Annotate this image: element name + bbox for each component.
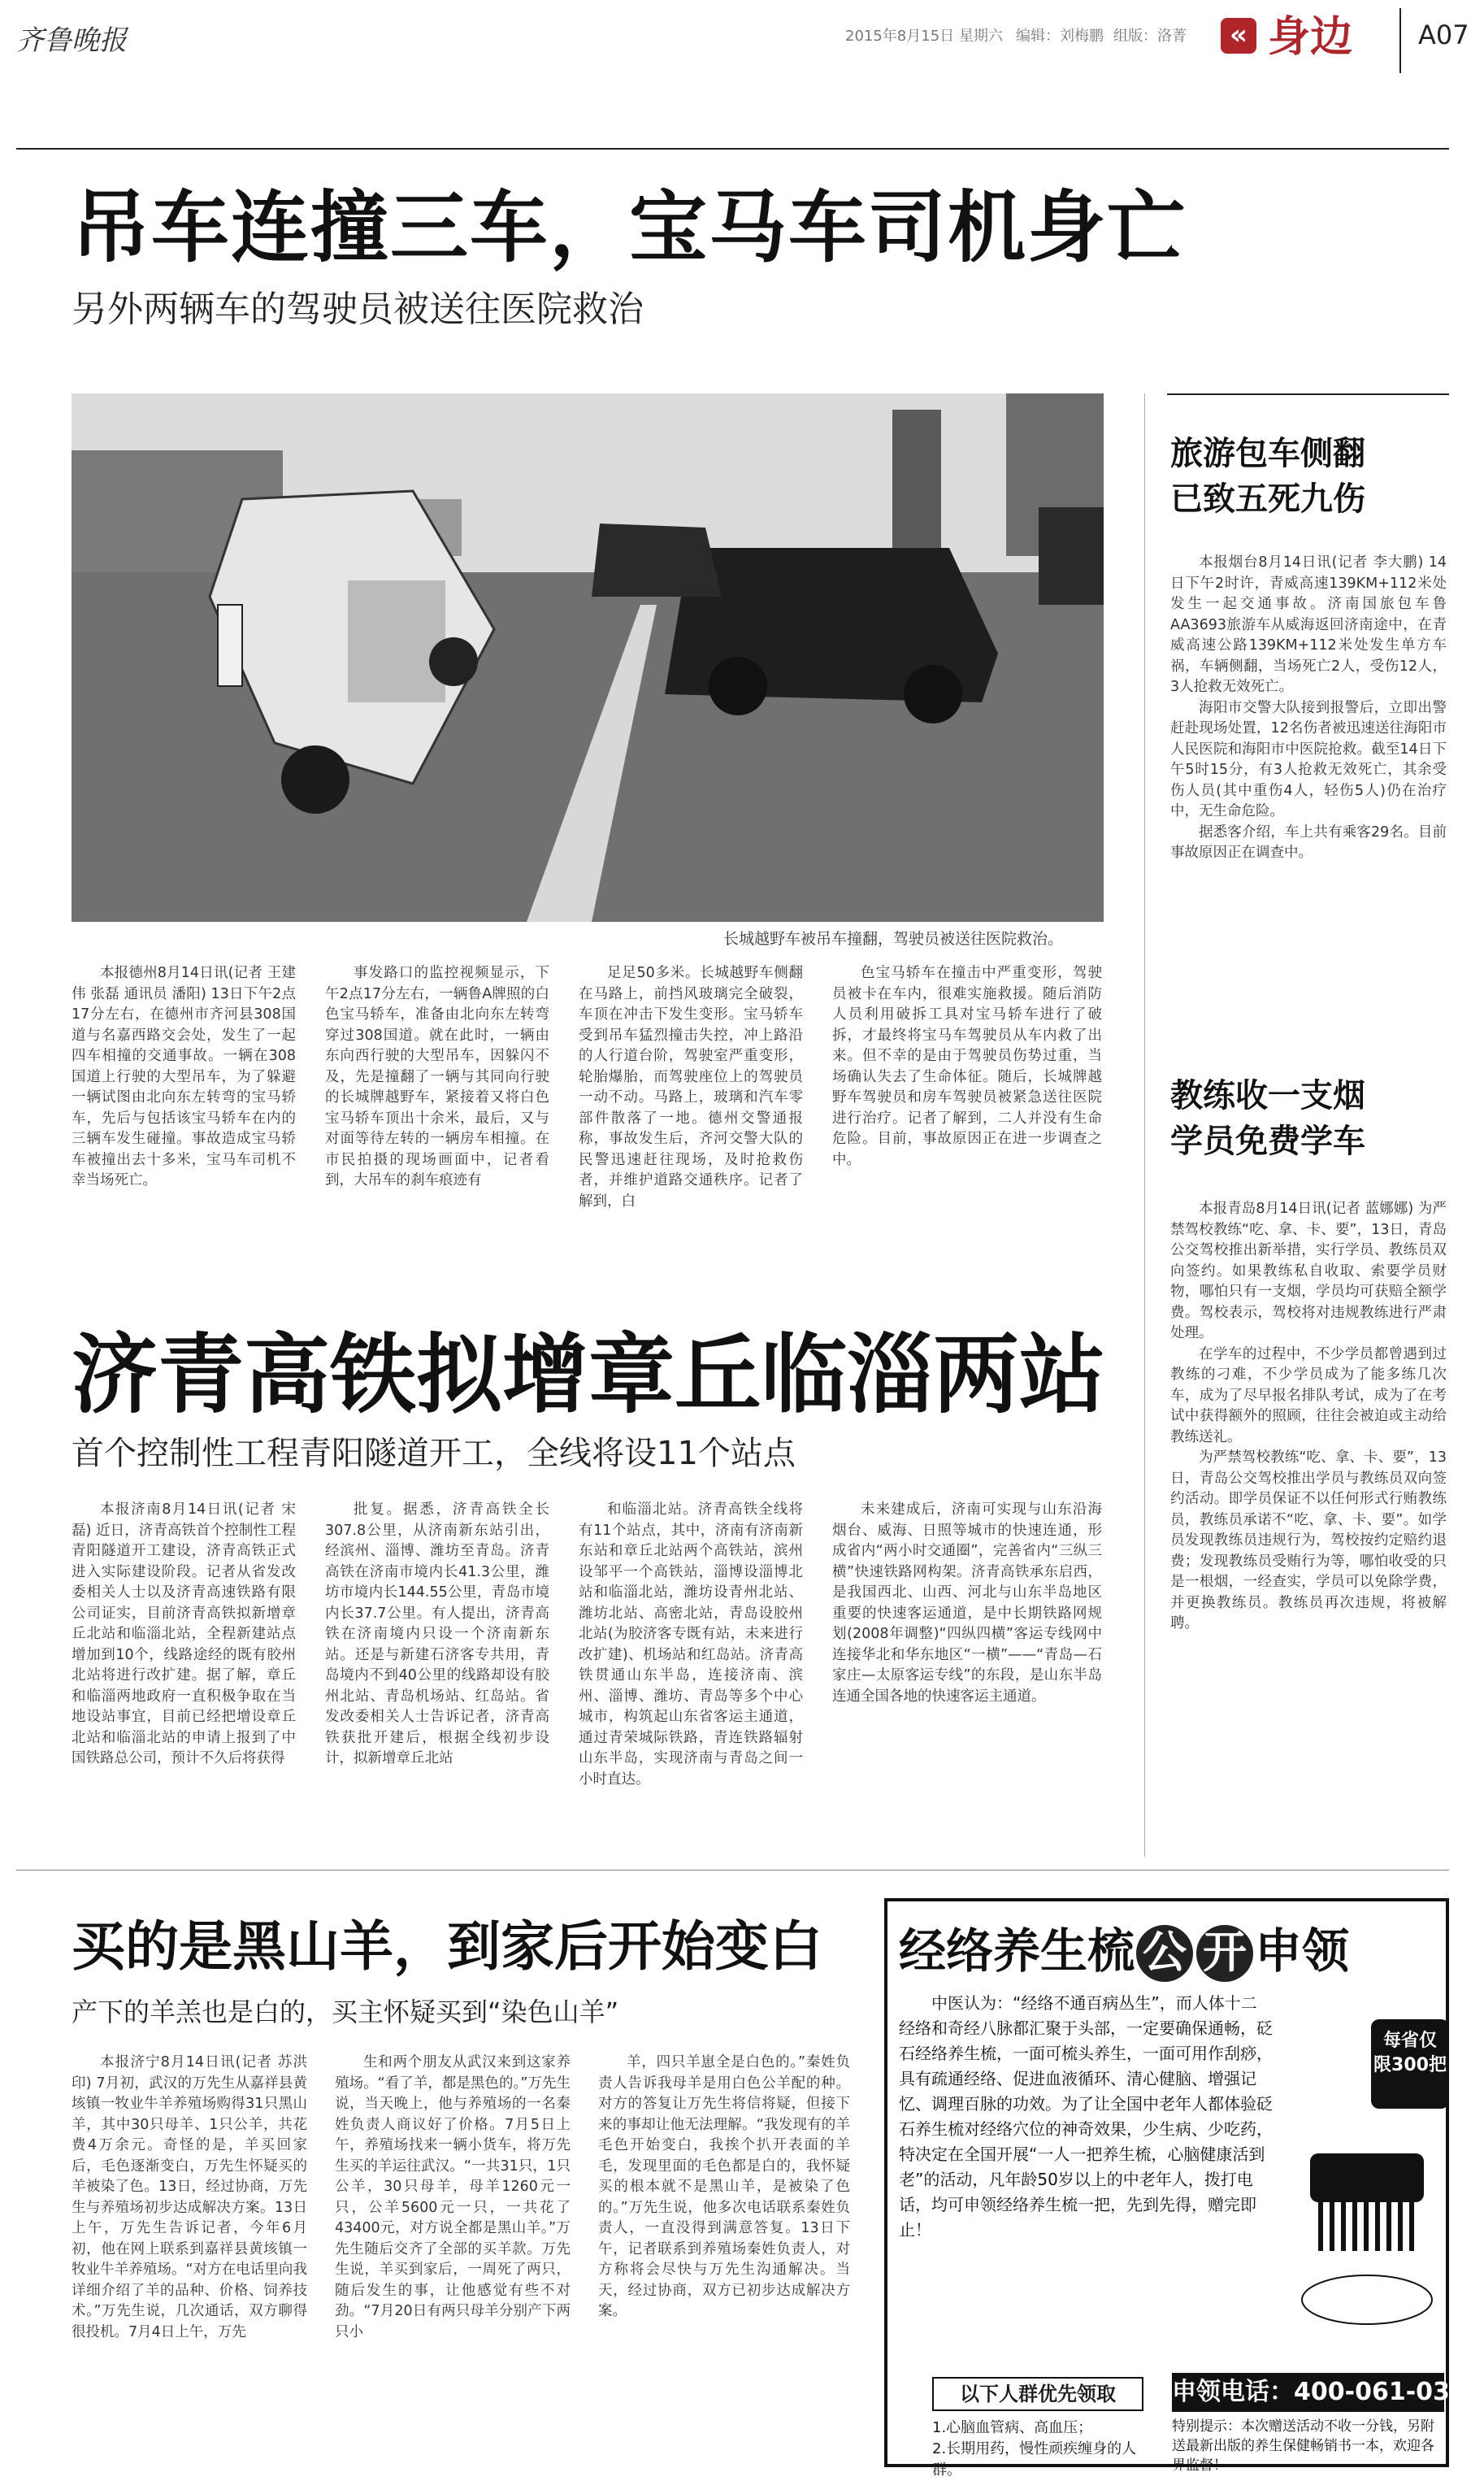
rail-subhead: 首个控制性工程青阳隧道开工，全线将设11个站点 — [72, 1435, 796, 1472]
side2-headline: 教练收一支烟 学员免费学车 — [1170, 1077, 1365, 1160]
newspaper-logo: 齐鲁晚报 — [16, 24, 127, 57]
layout-credit: 组版：洛菁 — [1113, 28, 1187, 45]
comb-advertisement — [884, 1898, 1484, 2479]
rail-body-col-2: 批复。据悉，济青高铁全长307.8公里，从济南新东站引出，经滨州、淄博、潍坊至青岛。济青高铁在济南市境内长41.3公里，潍坊市境内长144.55公里，青岛市境内长37.7公里。有人提出，济青高铁在济南境内只设一个济南新东站。还是与新建石济客专共用，青岛境内不到40公里的线路却设有胶州北站、青岛机场站、红岛站。省发改委相关人士告诉记者，济青高铁获批开建后，根据全线初步设计，拟新增章丘北站 — [325, 1501, 549, 1766]
section-title: 身边 — [1268, 13, 1353, 62]
goat-body-col-2: 生和两个朋友从武汉来到这家养殖场。“看了羊，都是黑色的。”万先生说，当天晚上，他与养殖场的一名秦姓负责人商议好了价格。7月5日上午，养殖场找来一辆小货车，将万先生买的羊运往武汉。“一共31只，1只公羊，30只母羊，母羊1260元一只，公羊5600元一只，一共花了43400元，对方说全都是黑山羊。”万先生随后交齐了全部的买羊款。万先生说，羊买到家后，一周死了两只，随后发生的事，让他感觉有些不对劲。“7月20日有两只母羊分别产下两只小 — [335, 2054, 571, 2340]
side1-top-rule — [1167, 393, 1449, 395]
crash-scene-illustration — [72, 393, 1104, 922]
ad-body-text: 中医认为：“经络不通百病丛生”，而人体十二经络和奇经八脉都汇聚于头部，一定要确保通畅，砭石经络养生梳，一面可梳头养生，一面可用作刮痧，具有疏通经络、促进血液循环、清心健脑、增强记忆、调理百脉的功效。为了让全国中老年人都体验砭石养生梳对经络穴位的神奇效果，少生病、少吃药，特决定在全国开展“一人一把养生梳，心脑健康活到老”的活动，凡年龄50岁以上的中老年人，拨打电话，均可申领经络养生梳一把，先到先得，赠完即止！ — [899, 1993, 1273, 2240]
lead-body-col-1: 本报德州8月14日讯(记者 王建伟 张磊 通讯员 潘阳) 13日下午2点17分左右，在德州市齐河县308国道与名嘉西路交会处，发生了一起四车相撞的交通事故。一辆在308国道上行驶的大型吊车，为了躲避一辆试图由北向东左转弯的宝马轿车，先后与包括该宝马轿车在内的三辆车发生碰撞。事故造成宝马轿车被撞出去十多米，宝马车司机不幸当场死亡。 — [72, 965, 296, 1188]
issue-date: 2015年8月15日 — [845, 28, 955, 45]
rail-body-col-3: 和临淄北站。济青高铁全线将有11个站点，其中，济南有济南新东站和章丘北站两个高铁站，滨州设邹平一个高铁站，淄博设淄博北站和临淄北站，潍坊设青州北站、潍坊北站、高密北站，青岛设胶州北站(为胶济客专既有站，未来进行改扩建)、机场站和红岛站。济青高铁贯通山东半岛，连接济南、滨州、淄博、潍坊、青岛等多个中心城市，构筑起山东省客运主通道，通过青荣城际铁路，青连铁路辐射山东半岛，实现济南与青岛之间一小时直达。 — [579, 1501, 803, 1788]
lead-subhead: 另外两辆车的驾驶员被送往医院救治 — [72, 289, 644, 330]
rail-body-col-1: 本报济南8月14日讯(记者 宋磊) 近日，济青高铁首个控制性工程青阳隧道开工建设，济青高铁正式进入实际建设阶段。记者从省发改委相关人士以及济青高速铁路有限公司证实，目前济青高铁拟新增章丘北站和临淄北站，全程新建站点增加到10个，线路途经的既有胶州北站将进行改扩建。据了解，章丘和临淄两地政府一直积极争取在当地设站事宜，目前已经把增设章丘北站和临淄北站的申请上报到了中国铁路总公司，预计不久后将获得 — [72, 1501, 296, 1766]
rail-body-col-4: 未来建成后，济南可实现与山东沿海烟台、威海、日照等城市的快速连通，形成省内“两小时交通圈”，完善省内“三纵三横”快速铁路网构架。济青高铁承东启西，是我国西北、山西、河北与山东半岛地区重要的快速客运通道，是中长期铁路网规划(2008年调整)“四纵四横”客运专线网中连接华北和华东地区“一横”——“青岛—石家庄—太原客运专线”的东段，是山东半岛连通全国各地的快速客运主通道。 — [832, 1501, 1102, 1705]
ad-title: 经络养生梳 公 开 申领 — [899, 1913, 1349, 1982]
masthead-rule — [16, 148, 1449, 150]
lead-headline: 吊车连撞三车，宝马车司机身亡 — [72, 182, 1187, 273]
side1-headline: 旅游包车侧翻 已致五死九伤 — [1170, 435, 1365, 518]
rail-headline: 济青高铁拟增章丘临淄两站 — [72, 1325, 1105, 1425]
issue-weekday: 星期六 — [959, 28, 1003, 45]
section-chevron-icon: « — [1221, 18, 1256, 54]
side2-body: 本报青岛8月14日讯(记者 蓝娜娜) 为严禁驾校教练“吃、拿、卡、要”，13日，青岛公交驾校推出新举措，实行学员、教练员双向签约。如果教练私自收取、索要学员财物，哪怕只有一支烟，学员均可获赔全额学费。驾校表示，驾校将对违规教练进行严肃处理。 在学车的过程中，不少学员都曾遇到过教练的刁难，不少学员成为了能多练几次车，成为了尽早报名排队考试，成为了在考试中获得额外的照顾，往往会被迫或主动给教练送礼。 为严禁驾校教练“吃、拿、卡、要”，13日，青岛公交驾校推出学员与教练员双向签约活动。即学员保证不以任何形式行贿教练员，教练员承诺不“吃、拿、卡、要”。如学员发现教练员违规行为，驾校按约定赔约退费；发现教练员受贿行为等，哪怕收受的只是一根烟，一经查实，学员可以免除学费，并更换教练员。教练员再次违规，将被解聘。 — [1170, 1201, 1447, 1632]
goat-body-col-3: 羊，四只羊崽全是白色的。”秦姓负责人告诉我母羊是用白色公羊配的种。对方的答复让万先生将信将疑，但接下来的事却让他无法理解。“我发现有的羊毛色开始变白，我挨个扒开表面的羊毛，发现里面的毛色都是白的，我怀疑买的根本就不是黑山羊，是被染了色的。”万先生说，他多次电话联系秦姓负责人，一直没得到满意答复。13日下午，记者联系到养殖场秦姓负责人，对方称将会尽快与万先生沟通解决。当天，经过协商，双方已初步达成解决方案。 — [598, 2054, 850, 2319]
lead-photo-caption: 长城越野车被吊车撞翻，驾驶员被送往医院救治。 — [723, 930, 1064, 948]
goat-body-col-1: 本报济宁8月14日讯(记者 苏洪印) 7月初，武汉的万先生从嘉祥县黄垓镇一牧业牛羊养殖场购得31只黑山羊，其中30只母羊、1只公羊，共花费4万余元。奇怪的是，羊买回家后，毛色逐渐变白，万先生怀疑买的羊被染了色。13日，经过协商，万先生与养殖场初步达成解决方案。13日上午，万先生告诉记者，今年6月初，他在网上联系到嘉祥县黄垓镇一牧业牛羊养殖场。“对方在电话里向我详细介绍了羊的品种、价格、饲养技术。”万先生说，几次通话，双方聊得很投机。7月4日上午，万先 — [72, 2054, 307, 2340]
goat-headline: 买的是黑山羊，到家后开始变白 — [72, 1915, 822, 1978]
page-number: A07 — [1418, 20, 1469, 50]
goat-subhead: 产下的羊羔也是白的，买主怀疑买到“染色山羊” — [72, 1997, 619, 2027]
side-column-divider — [1144, 393, 1145, 1857]
ad-phone-number: 申领电话：400-061-0322 — [1172, 2373, 1444, 2412]
lead-body-col-3: 足足50多米。长城越野车侧翻在马路上，前挡风玻璃完全破裂，车顶在冲击下发生变形。宝马轿车受到吊车猛烈撞击失控，冲上路沿的人行道台阶，驾驶室严重变形，轮胎爆胎，而驾驶座位上的驾驶员一动不动。马路上，玻璃和汽车零部件散落了一地。德州交警通报称，事故发生后，齐河交警大队的民警迅速赶往现场，及时抢救伤者，并维护道路交通秩序。记者了解到，白 — [579, 965, 803, 1210]
lead-body-col-2: 事发路口的监控视频显示，下午2点17分左右，一辆鲁A牌照的白色宝马轿车，准备由北向东左转弯穿过308国道。就在此时，一辆由东向西行驶的大型吊车，因躲闪不及，先是撞翻了一辆与其同向行驶的长城牌越野车，紧接着又将白色宝马轿车顶出十余米，最后，又与对面等待左转的一辆房车相撞。在市民拍摄的现场画面中，记者看到，大吊车的刹车痕迹有 — [325, 965, 549, 1188]
ad-priority-group-title: 以下人群优先领取 — [932, 2377, 1143, 2411]
ad-priority-item: 1.心脑血管病、高血压； — [932, 2419, 1093, 2436]
lead-body-col-4: 色宝马轿车在撞击中严重变形，驾驶员被卡在车内，很难实施救援。随后消防人员利用破拆工具对宝马轿车进行了破拆，才最终将宝马车驾驶员从车内救了出来。但不幸的是由于驾驶员伤势过重，当场确认失去了生命体征。随后，长城牌越野车驾驶员和房车驾驶员被紧急送往医院进行治疗。记者了解到，二人并没有生命危险。目前，事故原因正在进一步调查之中。 — [832, 965, 1102, 1168]
side1-body: 本报烟台8月14日讯(记者 李大鹏) 14日下午2时许，青威高速139KM+112米处发生一起交通事故。济南国旅包车鲁AA3693旅游车从威海返回济南途中，在青威高速公路139KM+112米处发生单方车祸，车辆侧翻，当场死亡2人，受伤12人，3人抢救无效死亡。 海阳市交警大队接到报警后，立即出警赶赴现场处置，12名伤者被迅速送往海阳市人民医院和海阳市中医院抢救。截至14日下午5时15分，有3人抢救无效死亡，其余受伤人员(其中重伤4人，轻伤5人)仍在治疗中，无生命危险。 据悉客介绍，车上共有乘客29名。目前事故原因正在调查中。 — [1170, 554, 1447, 861]
ad-special-note: 特别提示：本次赠送活动不收一分钱，另附送最新出版的养生保健畅销书一本，欢迎各界监督！ — [1172, 2418, 1434, 2474]
lead-photo — [72, 393, 1104, 922]
masthead-divider — [1399, 8, 1401, 73]
editor-credit: 编辑：刘梅鹏 — [1016, 28, 1104, 45]
comb-product-icon — [1294, 2121, 1440, 2340]
section-rule — [16, 1870, 1449, 1871]
ad-priority-item: 2.长期用药，慢性顽疾缠身的人群。 — [932, 2440, 1137, 2479]
ad-limit-badge: 每省仅 限300把 — [1371, 2019, 1449, 2109]
